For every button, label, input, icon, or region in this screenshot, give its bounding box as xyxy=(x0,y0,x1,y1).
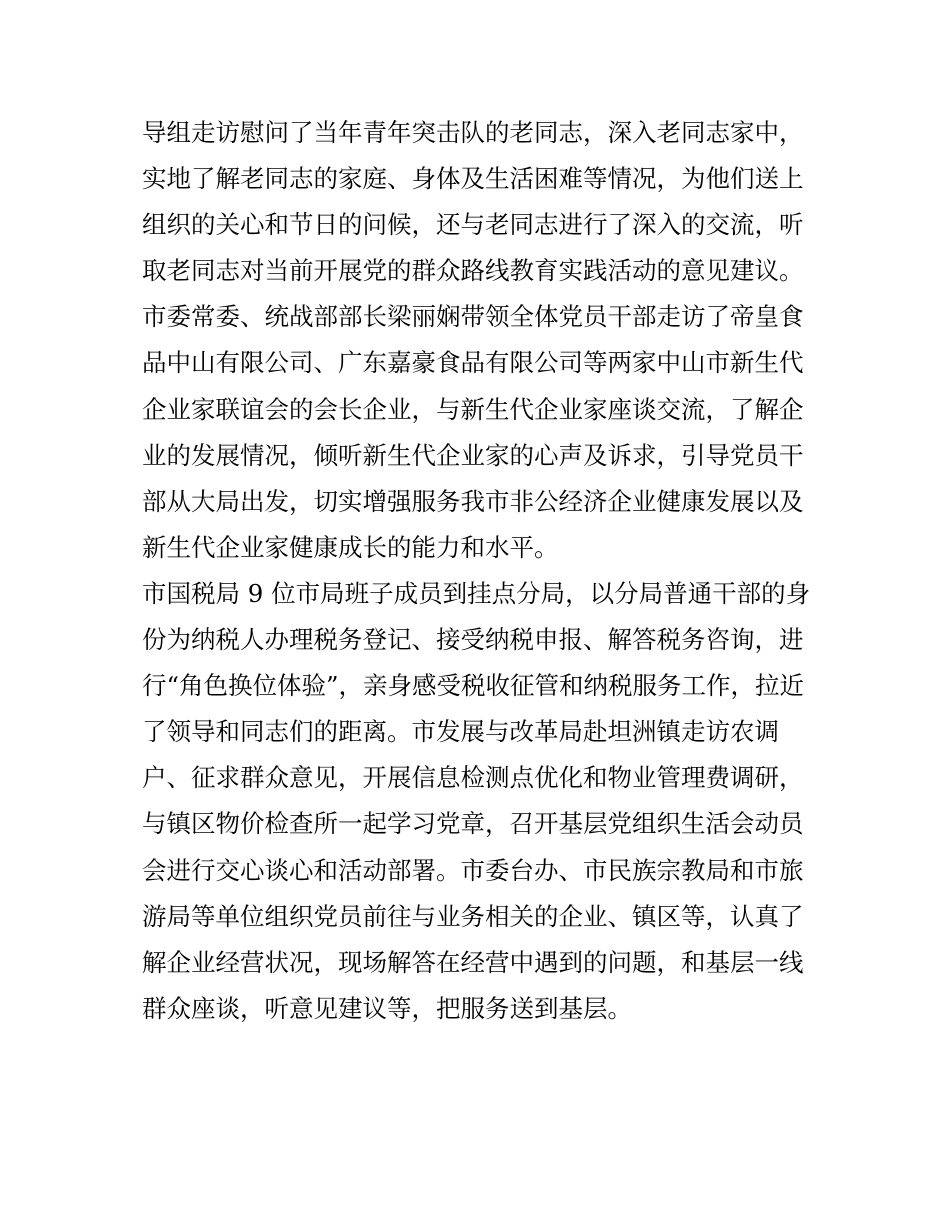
text-line: 品中山有限公司、广东嘉豪食品有限公司等两家中山市新生代 xyxy=(142,348,804,378)
text-line: 导组走访慰问了当年青年突击队的老同志，深入老同志家中， xyxy=(142,118,804,147)
text-line: 会进行交心谈心和活动部署。市委台办、市民族宗教局和市旅 xyxy=(142,855,804,885)
text-line: 与镇区物价检查所一起学习党章，召开基层党组织生活会动员 xyxy=(142,809,804,839)
text-line: 新生代企业家健康成长的能力和水平。 xyxy=(142,532,559,562)
text-line: 游局等单位组织党员前往与业务相关的企业、镇区等，认真了 xyxy=(142,901,804,931)
text-line: 户、征求群众意见，开展信息检测点优化和物业管理费调研， xyxy=(142,763,804,793)
text-line: 取老同志对当前开展党的群众路线教育实践活动的意见建议。 xyxy=(142,256,804,286)
text-line: 市委常委、统战部部长梁丽娴带领全体党员干部走访了帝皇食 xyxy=(142,302,804,332)
text-line: 组织的关心和节日的问候，还与老同志进行了深入的交流，听 xyxy=(142,210,804,240)
text-line: 企业家联谊会的会长企业，与新生代企业家座谈交流，了解企 xyxy=(142,394,804,424)
text-line: 群众座谈，听意见建议等，把服务送到基层。 xyxy=(142,993,632,1023)
text-line: 市国税局 9 位市局班子成员到挂点分局，以分局普通干部的身 xyxy=(142,578,811,608)
text-line: 了领导和同志们的距离。市发展与改革局赴坦洲镇走访农调 xyxy=(142,717,779,747)
text-line: 份为纳税人办理税务登记、接受纳税申报、解答税务咨询，进 xyxy=(142,625,804,655)
text-line: 业的发展情况，倾听新生代企业家的心声及诉求，引导党员干 xyxy=(142,440,804,470)
text-line: 行“角色换位体验”，亲身感受税收征管和纳税服务工作，拉近 xyxy=(142,671,805,701)
text-line: 实地了解老同志的家庭、身体及生活困难等情况，为他们送上 xyxy=(142,164,804,194)
body-text xyxy=(142,110,822,1032)
text-line: 解企业经营状况，现场解答在经营中遇到的问题，和基层一线 xyxy=(142,947,804,977)
text-line: 部从大局出发，切实增强服务我市非公经济企业健康发展以及 xyxy=(142,486,804,516)
